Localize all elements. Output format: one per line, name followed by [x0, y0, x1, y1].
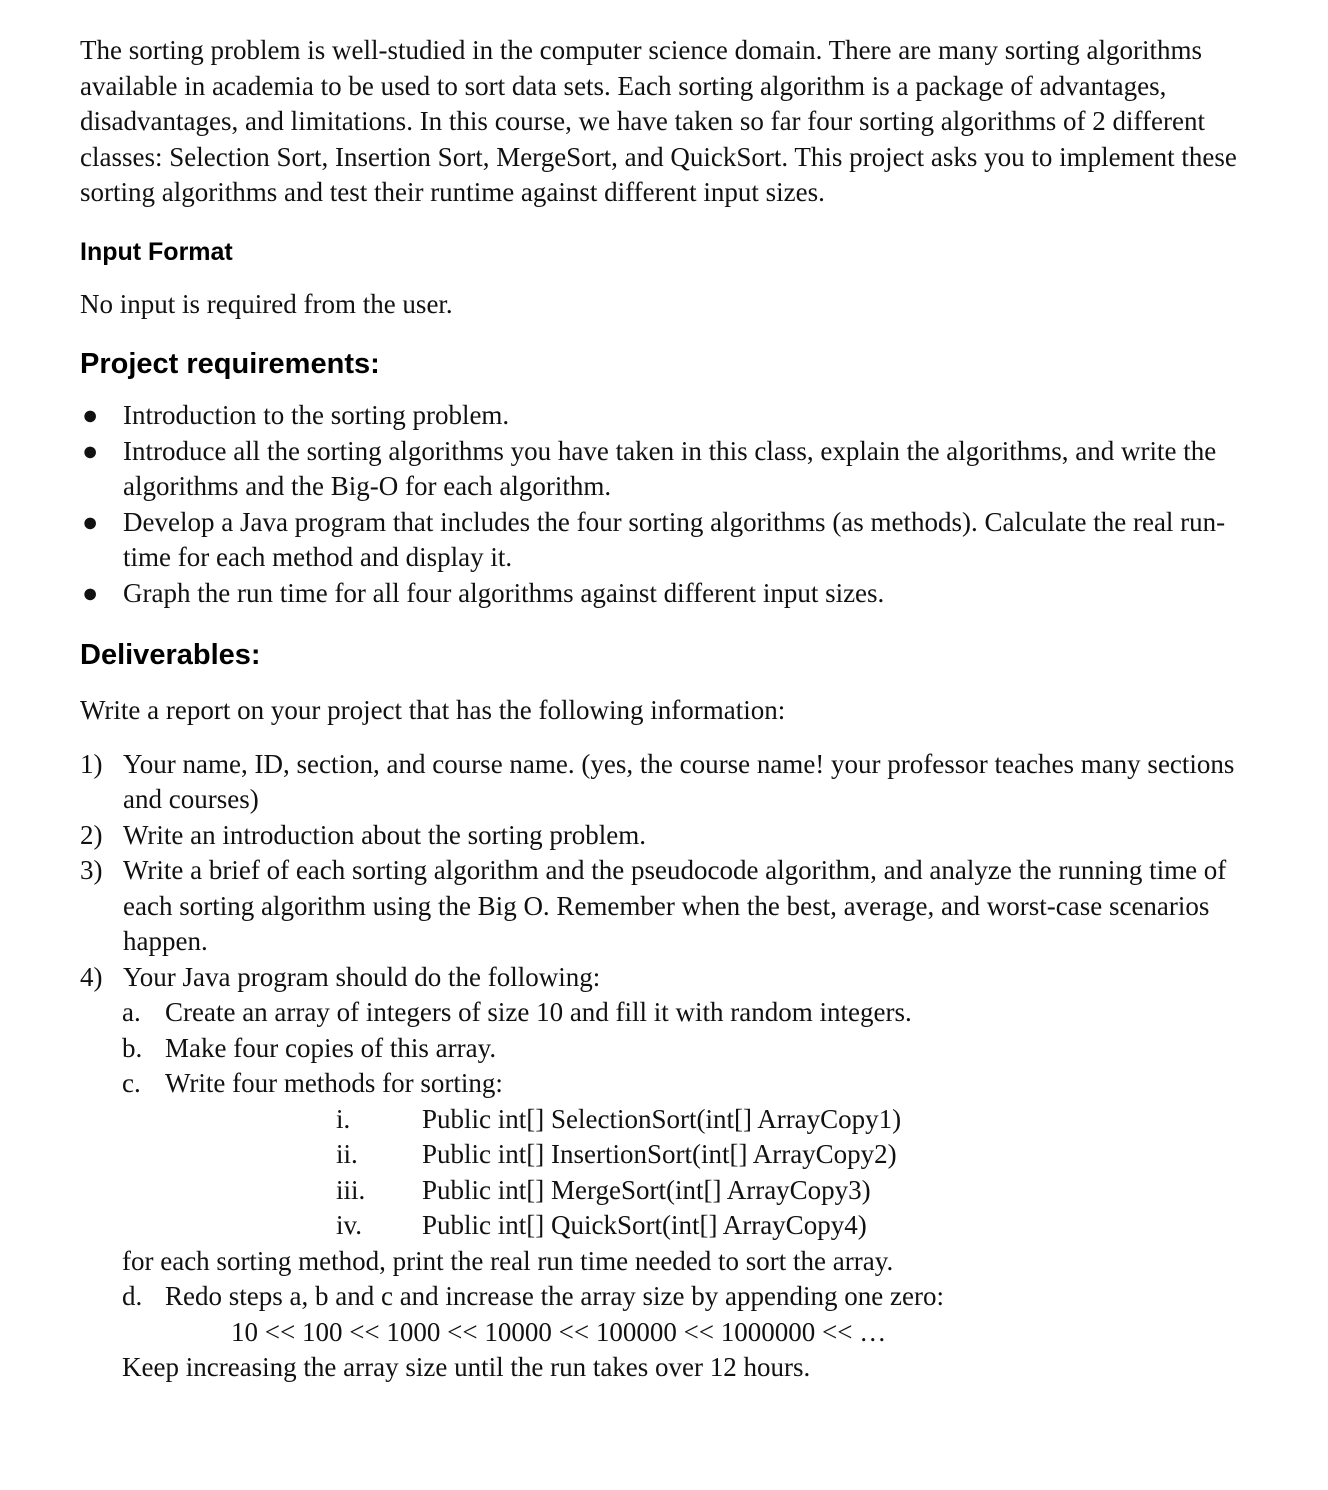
java-step	[122, 1066, 1260, 1244]
item-number: 2)	[80, 819, 103, 850]
methods-list	[165, 1102, 1260, 1244]
method-signature: Public int[] SelectionSort(int[] ArrayCopy1)	[422, 1103, 902, 1134]
item-text: Write an introduction about the sorting problem.	[123, 819, 647, 850]
item-number: 3)	[80, 855, 103, 885]
method-item	[165, 1102, 1260, 1138]
deliverables-list	[80, 747, 1260, 996]
intro-paragraph: The sorting problem is well-studied in the computer science domain. There are many sorting algorithms available in academia to be used to sort data sets. Each sorting algorithm is a package of advantages, disadvantages, and limitations. In this course, we have taken so far four sorting algorithms of 2 different classes: Selection Sort, Insertion Sort, MergeSort, and QuickSort. This project asks you to implement these sorting algorithms and test their runtime against different input sizes.	[80, 35, 1237, 207]
step-text: Write four methods for sorting:	[165, 1068, 503, 1098]
size-sequence: 10 << 100 << 1000 << 10000 << 100000 << 1000000 << …	[231, 1316, 887, 1347]
step-letter: a.	[122, 997, 141, 1027]
step-text: Redo steps a, b and c and increase the array size by appending one zero:	[165, 1281, 944, 1311]
item-text: Your name, ID, section, and course name. (yes, the course name! your professor teaches many sections and courses)	[123, 748, 1235, 814]
requirements-list	[80, 398, 1260, 611]
bullet-icon: ●	[82, 435, 99, 466]
requirement-item	[80, 576, 1260, 612]
deliverable-item	[80, 853, 1260, 960]
requirement-item	[80, 505, 1260, 576]
item-number: 1)	[80, 748, 103, 779]
java-step	[122, 1279, 1260, 1315]
method-numeral: iii.	[336, 1174, 366, 1205]
method-numeral: ii.	[336, 1139, 358, 1169]
deliverable-item	[80, 960, 1260, 996]
deliverable-item	[80, 818, 1260, 854]
closing-text: Keep increasing the array size until the run takes over 12 hours.	[122, 1352, 811, 1382]
deliverable-item	[80, 747, 1260, 818]
method-signature: Public int[] InsertionSort(int[] ArrayCopy2)	[422, 1139, 897, 1169]
deliverables-heading: Deliverables:	[80, 639, 261, 671]
document-page	[80, 30, 1260, 1386]
item-text: Your Java program should do the following:	[123, 961, 601, 992]
requirement-item	[80, 434, 1260, 505]
requirement-text: Introduction to the sorting problem.	[123, 400, 510, 430]
requirement-text: Graph the run time for all four algorithms against different input sizes.	[123, 577, 885, 608]
step-text: Create an array of integers of size 10 and fill it with random integers.	[165, 997, 912, 1027]
requirements-heading: Project requirements:	[80, 348, 380, 380]
requirement-item	[80, 398, 1260, 434]
bullet-icon: ●	[82, 400, 99, 430]
item-text: Write a brief of each sorting algorithm and the pseudocode algorithm, and analyze the running time of each sorting algorithm using the Big O. Remember when the best, average, and worst-case scenarios happen.	[123, 855, 1227, 956]
method-item	[165, 1137, 1260, 1173]
step-letter: d.	[122, 1281, 143, 1311]
step-text: Make four copies of this array.	[165, 1032, 497, 1063]
method-signature: Public int[] QuickSort(int[] ArrayCopy4)	[422, 1210, 867, 1240]
method-item	[165, 1208, 1260, 1244]
item-number: 4)	[80, 961, 103, 992]
java-step-d-list	[80, 1279, 1260, 1315]
method-item	[165, 1173, 1260, 1209]
requirement-text: Develop a Java program that includes the four sorting algorithms (as methods). Calculate the real run-time for each method and display it.	[123, 506, 1226, 572]
java-step	[122, 995, 1260, 1031]
input-format-text: No input is required from the user.	[80, 288, 453, 319]
step-letter: c.	[122, 1068, 141, 1098]
java-steps-list	[80, 995, 1260, 1244]
bullet-icon: ●	[82, 577, 99, 608]
deliverables-intro: Write a report on your project that has the following information:	[80, 695, 786, 725]
input-format-heading: Input Format	[80, 237, 233, 266]
bullet-icon: ●	[82, 506, 99, 537]
method-numeral: i.	[336, 1103, 351, 1134]
java-step	[122, 1031, 1260, 1067]
after-methods-text: for each sorting method, print the real run time needed to sort the array.	[122, 1245, 894, 1276]
method-numeral: iv.	[336, 1210, 362, 1240]
method-signature: Public int[] MergeSort(int[] ArrayCopy3)	[422, 1174, 871, 1205]
requirement-text: Introduce all the sorting algorithms you have taken in this class, explain the algorithms, and write the algorithms and the Big-O for each algorithm.	[123, 435, 1217, 501]
step-letter: b.	[122, 1032, 143, 1063]
